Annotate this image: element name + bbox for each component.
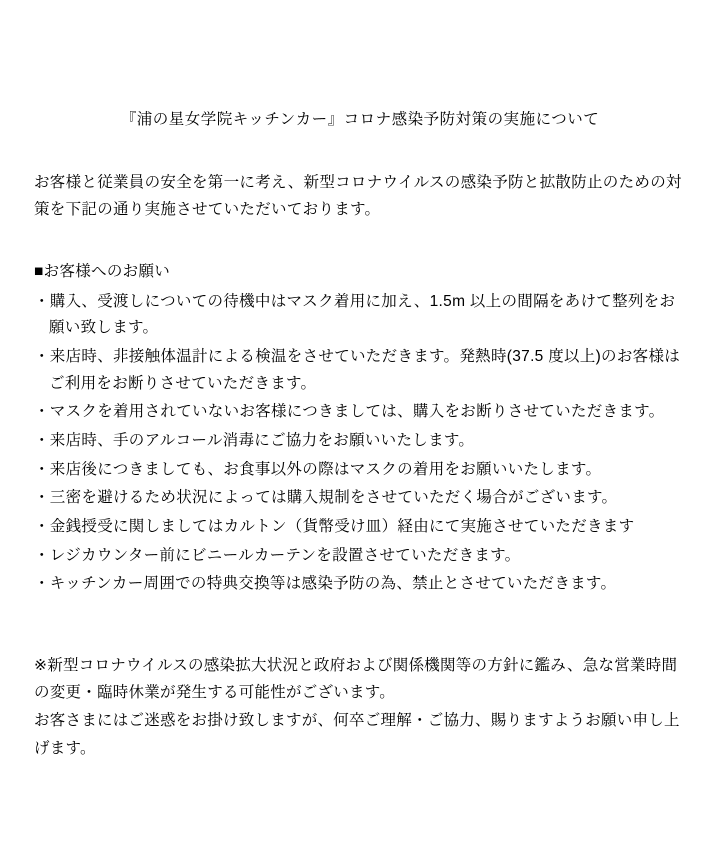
list-item: ・マスクを着用されていないお客様につきましては、購入をお断りさせていただきます。 bbox=[34, 403, 665, 421]
list-item: ・来店時、非接触体温計による検温をさせていただきます。発熱時(37.5 度以上)のお客様はご利用をお断りさせていただきます。 bbox=[34, 347, 681, 392]
section-heading: ■お客様へのお願い bbox=[34, 262, 171, 280]
request-bullet-list bbox=[34, 289, 686, 598]
notice-line-1: ※新型コロナウイルスの感染拡大状況と政府および関係機関等の方針に鑑み、急な営業時間の変更・臨時休業が発生する可能性がございます。 bbox=[34, 656, 678, 702]
list-item: ・来店時、手のアルコール消毒にご協力をお願いいたします。 bbox=[34, 431, 475, 449]
notice-block bbox=[34, 652, 686, 762]
list-item: ・購入、受渡しについての待機中はマスク着用に加え、1.5m 以上の間隔をあけて整列をお願い致します。 bbox=[34, 292, 676, 337]
list-item: ・来店後につきましても、お食事以外の際はマスクの着用をお願いいたします。 bbox=[34, 460, 602, 478]
list-item: ・レジカウンター前にビニールカーテンを設置させていただきます。 bbox=[34, 546, 521, 564]
customer-request-section bbox=[34, 258, 686, 598]
list-item: ・キッチンカー周囲での特典交換等は感染予防の為、禁止とさせていただきます。 bbox=[34, 575, 617, 593]
section-spacer bbox=[34, 600, 686, 652]
intro-paragraph-block bbox=[34, 169, 686, 223]
list-item: ・三密を避けるため状況によっては購入規制をさせていただく場合がございます。 bbox=[34, 489, 618, 507]
page-title: 『浦の星女学院キッチンカー』コロナ感染予防対策の実施について bbox=[120, 111, 600, 128]
intro-paragraph: お客様と従業員の安全を第一に考え、新型コロナウイルスの感染予防と拡散防止のための対策を下記の通り実施させていただいております。 bbox=[34, 174, 682, 219]
notice-line-2: お客さまにはご迷惑をお掛け致しますが、何卒ご理解・ご協力、賜りますようお願い申し上げます。 bbox=[34, 712, 680, 757]
list-item: ・金銭授受に関しましてはカルトン（貨幣受け皿）経由にて実施させていただきます bbox=[34, 517, 635, 535]
